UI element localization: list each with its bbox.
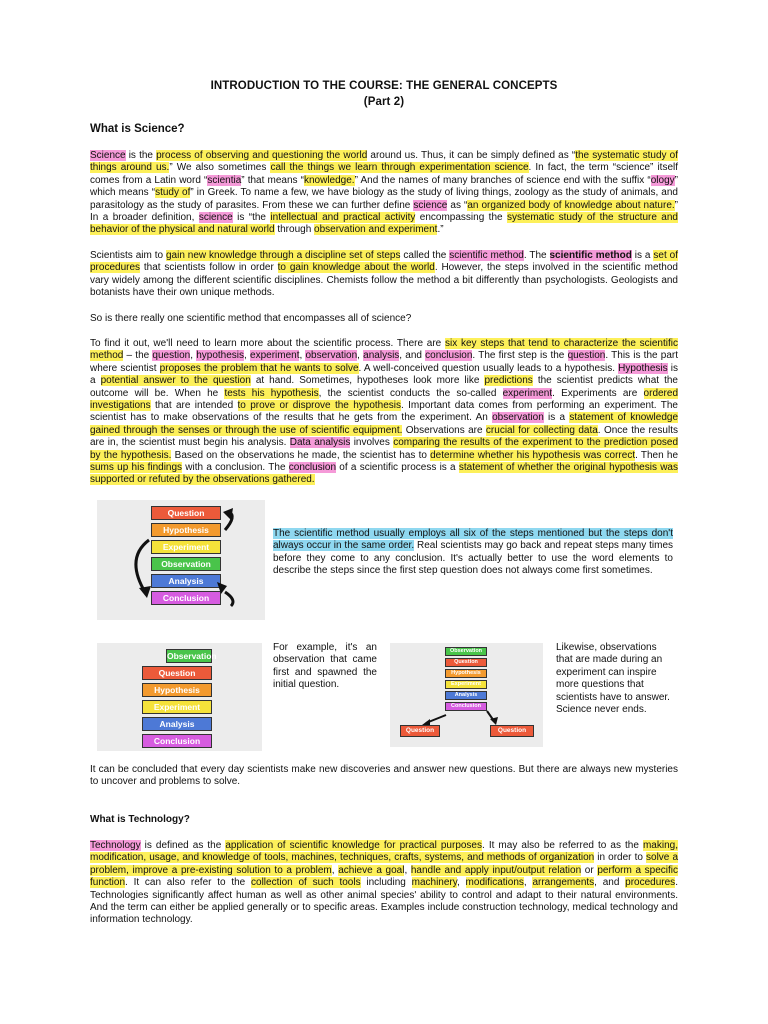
highlight-pink: question — [567, 350, 606, 362]
highlight-yellow: statement of whether the original hypothesis was supported or refuted by the observations gathered. — [90, 462, 678, 486]
step-analysis: Analysis — [445, 691, 487, 700]
text-run: , — [404, 864, 411, 876]
text-run: is a — [543, 412, 570, 424]
step-conclusion: Conclusion — [142, 734, 212, 748]
highlight-yellow: to gain knowledge about the world — [277, 262, 435, 274]
text-run: .” — [437, 224, 444, 236]
highlight-yellow: observation and experiment — [314, 224, 438, 236]
step-hypothesis: Hypothesis — [445, 669, 487, 678]
text-run: including — [360, 877, 412, 889]
step-conclusion: Conclusion — [151, 591, 221, 605]
highlight-yellow: intellectual and practical activity — [270, 212, 416, 224]
highlight-yellow: sums up his findings — [90, 462, 183, 474]
highlight-pink: experiment — [502, 387, 553, 399]
text-run: , — [299, 350, 306, 362]
highlight-pink: scientific method — [449, 250, 524, 261]
text-run: , and — [399, 350, 426, 362]
text-run: ” in Greek. To name a few, we have biology as the study of living things, zoology as the study of animals, and parasitology as the study of parasites. From these we can further define — [90, 187, 678, 211]
highlight-yellow: solve a problem, improve a pre-existing solution to a problem — [90, 852, 679, 876]
text-run: . The first step is the — [472, 350, 568, 362]
highlight-pink: ology — [650, 174, 675, 186]
highlight-pink: science — [198, 212, 233, 224]
text-run: ” that means “ — [241, 174, 304, 186]
highlight-yellow: process of observing and questioning the world — [156, 150, 368, 161]
text-run: . Experiments are — [552, 387, 644, 399]
figure-cycle-diagram — [97, 500, 265, 620]
highlight-yellow: making, modification, usage, and knowledge of tools, machines, techniques, crafts, systems, and methods of organization — [90, 840, 678, 864]
highlight-yellow: arrangements — [532, 877, 595, 889]
highlight-yellow: an organized body of knowledge about nature. — [467, 199, 675, 211]
text-run: the scientist predicts what the outcome will be. When he — [90, 375, 678, 399]
text-run: in order to — [594, 852, 647, 864]
highlight-yellow: determine whether his hypothesis was correct — [430, 449, 636, 461]
step-analysis: Analysis — [142, 717, 212, 731]
highlight-yellow: procedures — [625, 877, 676, 889]
text-run: – the — [123, 350, 153, 362]
step-experiment: Experiment — [142, 700, 212, 714]
paragraph-six-steps — [90, 338, 678, 487]
heading-what-is-science: What is Science? — [90, 123, 185, 135]
text-run: of a scientific process is a — [336, 462, 459, 474]
cycle-arrows-icon — [97, 500, 265, 620]
text-run: . It can also refer to the — [125, 877, 252, 889]
highlight-pink: conclusion — [288, 462, 337, 474]
text-run: called the — [400, 250, 450, 261]
text-run: , — [331, 864, 339, 876]
highlight-yellow: the systematic study of things around us. — [90, 150, 678, 174]
paragraph-conclusion: It can be concluded that every day scientists make new discoveries and answer new questions. But there are always new mysteries to uncover and problems to solve. — [90, 764, 678, 788]
highlight-yellow: call the things we learn through experimentation science — [270, 162, 529, 174]
figure-observation-first — [97, 643, 262, 751]
text-run: is the — [125, 150, 157, 161]
document-title: INTRODUCTION TO THE COURSE: THE GENERAL CONCEPTS — [210, 80, 558, 92]
highlight-yellow: crucial for collecting data — [485, 424, 598, 436]
step-hypothesis: Hypothesis — [151, 523, 221, 537]
paragraph-scientific-method — [90, 250, 678, 300]
step-conclusion: Conclusion — [445, 702, 487, 711]
text-run: , and — [594, 877, 626, 889]
text-run: . A well-conceived question usually leads to a hypothesis. — [358, 362, 619, 374]
text-run: , — [190, 350, 197, 362]
highlight-yellow: set of procedures — [90, 250, 678, 274]
figure1-caption — [273, 528, 673, 578]
text-run: involves — [350, 437, 394, 449]
text-run: . Technologies significantly affect human as well as other animal species' ability to control and adapt to their natural environments. And the term can either be applied generally or to specific areas. Examples include construction technology, medical technology and information technology. — [90, 877, 678, 926]
text-run: is a — [631, 250, 654, 261]
text-run: . This is the part where scientist — [90, 350, 678, 374]
highlight-pink: Hypothesis — [618, 362, 668, 374]
text-run: . Important data comes from performing an experiment. The scientist has to make observations of the results that he gets from the experiment. An — [90, 400, 678, 424]
text-run: is defined as the — [140, 840, 226, 851]
branch-question-right: Question — [490, 725, 534, 737]
figure-step-stack — [142, 649, 217, 748]
text-run: Real scientists may go back and repeat steps many times before they come to any conclusion. It's actually better to use the word elements to describe the steps since the first step question does not always come first sometimes. — [273, 540, 673, 577]
highlight-yellow: ordered investigations — [90, 387, 679, 412]
text-run: ” In a broader definition, — [90, 199, 679, 224]
figure2-caption: For example, it's an observation that came first and spawned the initial question. — [273, 642, 377, 691]
highlight-yellow: gain new knowledge through a discipline set of steps — [165, 250, 401, 261]
text-run: as “ — [447, 199, 468, 211]
highlight-yellow: study of — [155, 187, 191, 199]
highlight-pink: analysis — [363, 350, 400, 362]
highlight-yellow: machinery — [411, 877, 457, 889]
highlight-yellow: knowledge. — [303, 174, 355, 186]
highlight-pink: Data analysis — [289, 437, 351, 449]
text-run: around us. Thus, it can be simply defined as “ — [367, 150, 576, 161]
text-run: . The — [523, 250, 550, 261]
text-run: Based on the observations he made, the scientist has to — [171, 449, 431, 461]
step-hypothesis: Hypothesis — [142, 683, 212, 697]
text-run: . In fact, the term “science” itself comes from a Latin word “ — [90, 162, 679, 186]
step-question: Question — [142, 666, 212, 680]
text-run: . It may also be referred to as the — [482, 840, 643, 851]
highlight-yellow: application of scientific knowledge for practical purposes — [225, 840, 482, 851]
highlight-pink: question — [152, 350, 191, 362]
text-run: encompassing the — [415, 212, 507, 224]
branch-question-left: Question — [400, 725, 440, 737]
highlight-yellow: six key steps that tend to characterize the scientific method — [90, 338, 678, 362]
highlight-yellow: predictions — [484, 375, 533, 387]
step-analysis: Analysis — [151, 574, 221, 588]
step-question: Question — [445, 658, 487, 667]
highlight-yellow: collection of such tools — [251, 877, 361, 889]
text-run: is a — [90, 362, 679, 387]
step-experiment: Experiment — [151, 540, 221, 554]
text-run: , — [357, 350, 364, 362]
highlight-cyan: The scientific method usually employs all six of the steps mentioned but the steps don't always occur in the same order. — [273, 528, 673, 552]
highlight-yellow: to prove or disprove the hypothesis — [237, 400, 402, 412]
figure3-caption: Likewise, observations that are made during an experiment can inspire more questions that scientists have to answer. Science never ends. — [556, 642, 670, 716]
highlight-pink: experiment — [250, 350, 300, 362]
text-run: . Once the results are in, the scientist must begin his analysis. — [90, 424, 678, 449]
text-run: or — [581, 864, 598, 876]
text-run: , — [457, 877, 466, 889]
highlight-yellow: achieve a goal — [338, 864, 405, 876]
highlight-pink-bold: scientific method — [549, 250, 632, 261]
paragraph-science-definition — [90, 150, 678, 237]
text-run: with a conclusion. The — [182, 462, 289, 474]
text-run: , — [523, 877, 533, 889]
text-run: Scientists aim to — [90, 250, 166, 261]
figure-observations-branch — [390, 643, 543, 747]
highlight-pink: observation — [492, 412, 544, 424]
text-run: is “the — [232, 212, 271, 224]
text-run: that scientists follow in order — [140, 262, 278, 274]
highlight-yellow: modifications — [465, 877, 524, 889]
highlight-pink: conclusion — [425, 350, 473, 362]
text-run: that are intended — [150, 400, 238, 412]
highlight-yellow: perform a specific function — [90, 864, 679, 889]
highlight-pink: scientia — [207, 174, 242, 186]
heading-what-is-technology: What is Technology? — [90, 814, 190, 825]
text-run: ” We also sometimes — [169, 162, 271, 174]
highlight-pink: science — [413, 199, 448, 211]
text-run: . However, the steps involved in the scientific method vary widely among the different scientific disciplines. Chemists follow the method a bit differently than psychologists. Geologists and botanists have their own unique methods. — [90, 262, 678, 299]
highlight-pink: Science — [90, 150, 126, 161]
step-experiment: Experiment — [445, 680, 487, 689]
text-run: To find it out, we'll need to learn more about the scientific process. There are — [90, 338, 446, 349]
document-subtitle: (Part 2) — [363, 96, 405, 108]
step-observation: Observation — [445, 647, 487, 656]
text-run: at hand. Sometimes, hypotheses look more like — [250, 375, 485, 387]
highlight-yellow: potential answer to the question — [100, 375, 251, 387]
highlight-yellow: systematic study of the structure and behavior of the physical and natural world — [90, 212, 678, 236]
highlight-yellow: handle and apply input/output relation — [410, 864, 582, 876]
text-run: through — [274, 224, 315, 236]
paragraph-question: So is there really one scientific method that encompasses all of science? — [90, 313, 412, 324]
text-run: , the scientist conducts the so-called — [318, 387, 503, 399]
highlight-yellow: statement of knowledge gained through the senses or through the use of scientific equipment. — [90, 412, 679, 436]
highlight-pink: Technology — [90, 840, 141, 851]
highlight-pink: hypothesis — [196, 350, 245, 362]
text-run: ” which means “ — [90, 174, 678, 199]
highlight-pink: observation — [305, 350, 358, 362]
text-run: Observations are — [402, 424, 486, 436]
paragraph-technology-definition — [90, 840, 678, 927]
step-observation: Observation — [167, 651, 217, 661]
step-question: Question — [151, 506, 221, 520]
highlight-yellow: comparing the results of the experiment to the prediction posed by the hypothesis. — [90, 437, 679, 461]
highlight-yellow: tests his hypothesis — [224, 387, 319, 399]
text-run: . Then he — [635, 449, 679, 461]
highlight-yellow: proposes the problem that he wants to solve — [159, 362, 359, 374]
text-run: , — [244, 350, 251, 362]
text-run: ” And the names of many branches of science end with the suffix “ — [354, 174, 651, 186]
step-observation: Observation — [151, 557, 221, 571]
